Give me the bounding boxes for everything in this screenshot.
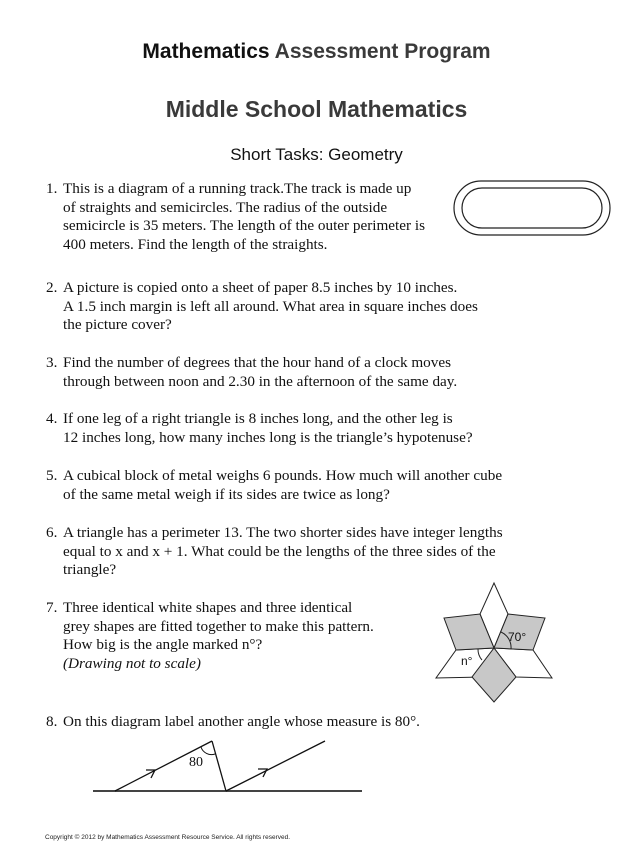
question-1 (46, 180, 425, 254)
question-3 (46, 354, 457, 391)
page-subtitle: Short Tasks: Geometry (230, 145, 403, 164)
question-note: (Drawing not to scale) (63, 654, 201, 672)
question-text-line: If one leg of a right triangle is 8 inches long, and the other leg is (63, 410, 453, 427)
page-title: Middle School Mathematics (165, 96, 468, 122)
question-text-line: triangle? (63, 561, 117, 579)
question-text-line: A cubical block of metal weighs 6 pounds. How much will another cube (63, 467, 503, 484)
question-number: 2. (46, 279, 58, 296)
question-text-line: equal to x and x + 1. What could be the lengths of the three sides of the (63, 542, 496, 560)
question-5 (46, 467, 502, 504)
star-pattern-diagram (420, 580, 570, 710)
question-text-line: of the same metal weigh if its sides are twice as long? (63, 485, 390, 503)
question-7 (46, 599, 374, 673)
question-number: 4. (46, 410, 58, 427)
program-title-bold: Mathematics (142, 40, 270, 63)
question-text-line: Three identical white shapes and three identical (63, 599, 353, 616)
question-8 (46, 713, 420, 732)
question-text-line: On this diagram label another angle whose measure is 80°. (63, 713, 420, 730)
angle-label-n: n° (461, 654, 473, 668)
question-text-line: the picture cover? (63, 316, 172, 334)
copyright-notice: Copyright © 2012 by Mathematics Assessment Resource Service. All rights reserved. (45, 834, 291, 841)
question-text-line: semicircle is 35 meters. The length of the outer perimeter is (63, 217, 425, 235)
angle-label-80: 80 (189, 755, 203, 770)
program-title-rest: Assessment Program (269, 40, 491, 63)
angle-label-70: 70° (508, 630, 527, 644)
question-2 (46, 279, 478, 335)
question-text-line: 12 inches long, how many inches long is the triangle’s hypotenuse? (63, 428, 473, 446)
question-text-line: of straights and semicircles. The radius of the outside (63, 198, 388, 216)
question-text-line: This is a diagram of a running track.The track is made up (63, 180, 412, 197)
question-text-line: grey shapes are fitted together to make this pattern. (63, 617, 374, 635)
question-4 (46, 410, 473, 447)
question-number: 7. (46, 599, 58, 616)
question-number: 5. (46, 467, 58, 484)
question-text-line: through between noon and 2.30 in the afternoon of the same day. (63, 372, 458, 390)
question-text-line: How big is the angle marked n°? (63, 636, 263, 654)
question-text-line: A picture is copied onto a sheet of paper 8.5 inches by 10 inches. (63, 279, 458, 296)
question-number: 3. (46, 354, 58, 371)
question-text-line: A 1.5 inch margin is left all around. What area in square inches does (63, 297, 478, 315)
question-text-line: 400 meters. Find the length of the straights. (63, 235, 328, 253)
question-text-line: Find the number of degrees that the hour hand of a clock moves (63, 354, 452, 371)
question-number: 8. (46, 713, 58, 730)
question-number: 1. (46, 180, 58, 197)
parallel-lines-diagram (80, 730, 380, 810)
program-title (0, 40, 633, 64)
running-track-diagram (452, 179, 612, 237)
question-number: 6. (46, 524, 58, 541)
question-text-line: A triangle has a perimeter 13. The two shorter sides have integer lengths (63, 524, 503, 541)
question-6 (46, 524, 503, 580)
